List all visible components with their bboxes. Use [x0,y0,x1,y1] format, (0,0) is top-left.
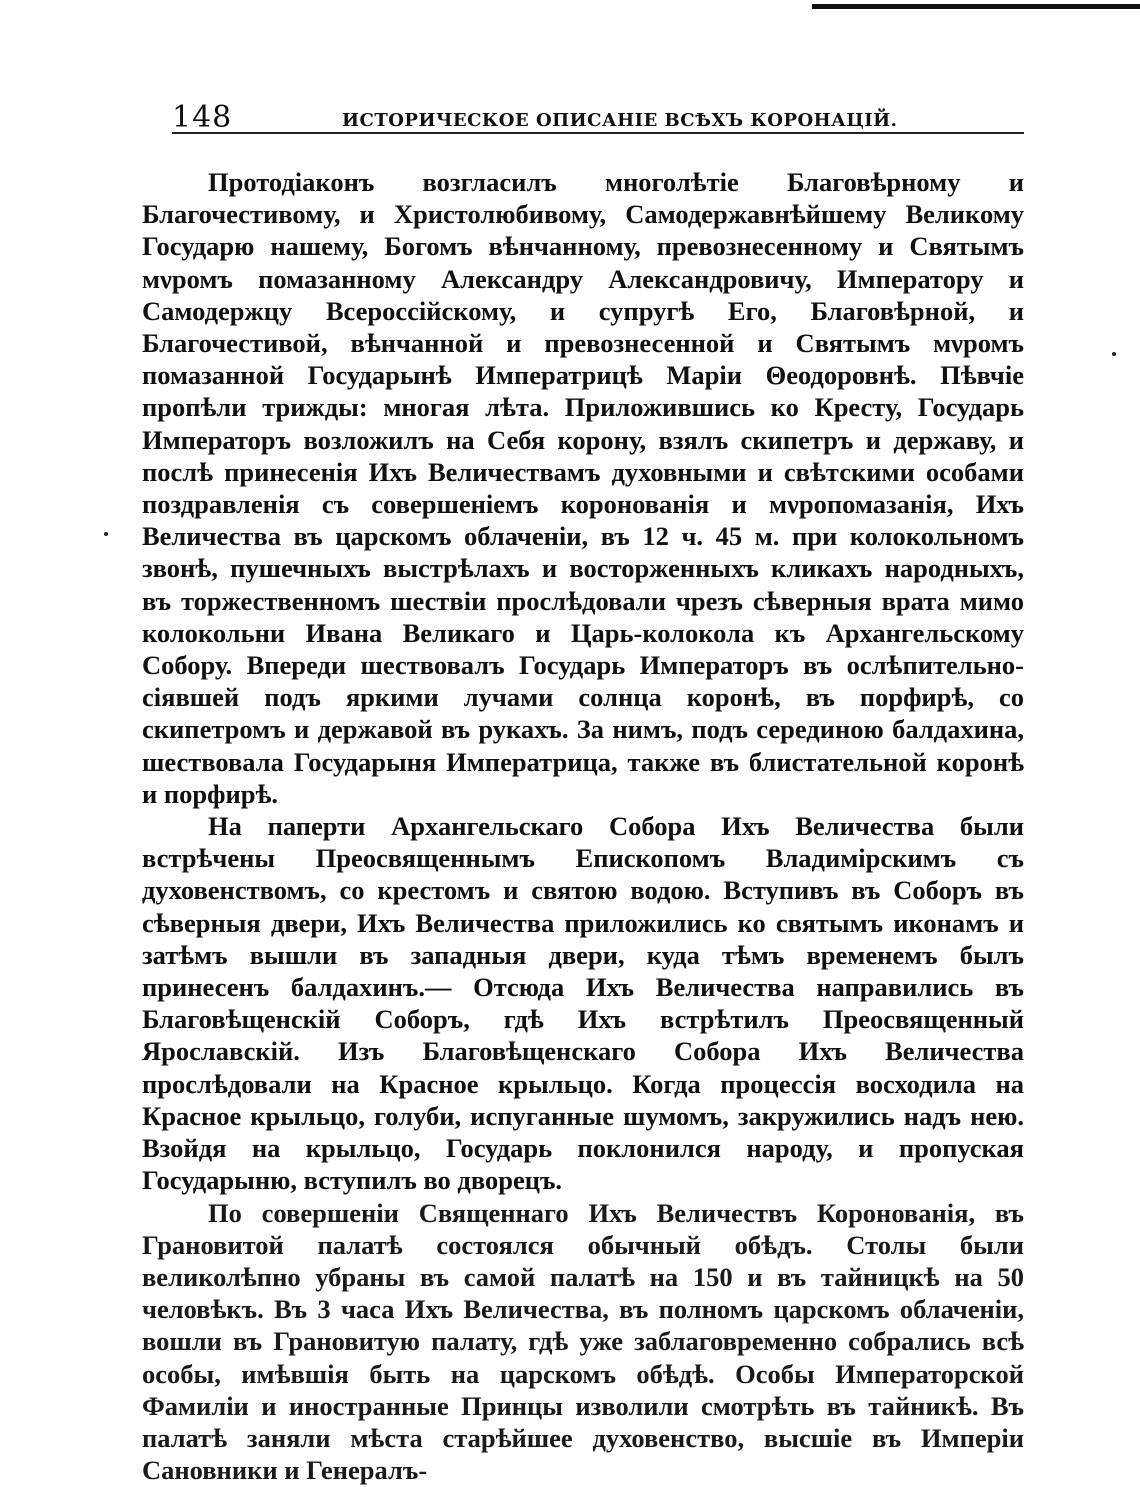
paragraph-archangel-cathedral: На паперти Архангельскаго Собора Ихъ Величества были встрѣчены Преосвященнымъ Епископомъ Владимірскимъ съ духовенствомъ, со крестомъ и святою водою. Вступивъ въ Соборъ въ сѣверныя двери, Ихъ Величества приложились ко святымъ иконамъ и затѣмъ вышли въ западныя двери, куда тѣмъ временемъ былъ принесенъ балдахинъ.— Отсюда Ихъ Величества направились въ Благовѣщенскій Соборъ, гдѣ Ихъ встрѣтилъ Преосвященный Ярославскій. Изъ Благовѣщенскаго Собора Ихъ Величества прослѣдовали на Красное крыльцо. Когда процессія восходила на Красное крыльцо, голуби, испуганные шумомъ, закружились надъ нею. Взойдя на крыльцо, Государь поклонился народу, и пропуская Государыню, вступилъ во дворецъ. [142,811,1024,1196]
paragraph-dinner: По совершеніи Священнаго Ихъ Величествъ Коронованія, въ Грановитой палатѣ состоялся обычный обѣдъ. Столы были великолѣпно убраны въ самой палатѣ на 150 и въ тайницкѣ на 50 человѣкъ. Въ 3 часа Ихъ Величества, въ полномъ царскомъ облаченіи, вошли въ Грановитую палату, гдѣ уже заблаговременно собрались всѣ особы, имѣвшія быть на царскомъ обѣдѣ. Особы Императорской Фамиліи и иностранные Принцы изволили смотрѣть въ тайникѣ. Въ палатѣ заняли мѣста старѣйшее духовенство, высшіе въ Имперіи Сановники и Генералъ- [142,1197,1024,1486]
paragraph-coronation: Протодіаконъ возгласилъ многолѣтіе Благовѣрному и Благочестивому, и Христолюбивому, Самодержавнѣйшему Великому Государю нашему, Богомъ вѣнчанному, превознесенному и Святымъ мνромъ помазанному Александру Александровичу, Императору и Самодержцу Всероссійскому, и супругѣ Его, Благовѣрной, и Благочестивой, вѣнчанной и превознесенной и Святымъ мνромъ помазанной Государынѣ Императрицѣ Маріи Θеодоровнѣ. Пѣвчіе пропѣли трижды: многая лѣта. Приложившись ко Кресту, Государь Императоръ возложилъ на Себя корону, взялъ скипетръ и державу, и послѣ принесенія Ихъ Величествамъ духовными и свѣтскими особами поздравленія съ совершеніемъ коронованія и мνропомазанія, Ихъ Величества въ царскомъ облаченіи, въ 12 ч. 45 м. при колокольномъ звонѣ, пушечныхъ выстрѣлахъ и восторженныхъ кликахъ народныхъ, въ торжественномъ шествіи прослѣдовали чрезъ сѣверныя врата мимо колокольни Ивана Великаго и Царь-колокола къ Архангельскому Собору. Впереди шествовалъ Государь Императоръ въ ослѣпительно-сіявшей подъ яркими лучами солнца коронѣ, въ порфирѣ, со скипетромъ и державой въ рукахъ. За нимъ, подъ серединою балдахина, шествовала Государыня Императрица, также въ блистательной коронѣ и порфирѣ. [142,167,1024,809]
margin-dot [104,532,108,536]
margin-dot [1112,352,1116,356]
page-number: 148 [172,100,233,135]
page-header [172,98,1024,134]
body-text [142,166,1024,1486]
running-title: ИСТОРИЧЕСКОЕ ОПИСАНІЕ ВСѢХЪ КОРОНАЦІЙ. [342,110,898,131]
top-edge-rule [812,4,1140,9]
